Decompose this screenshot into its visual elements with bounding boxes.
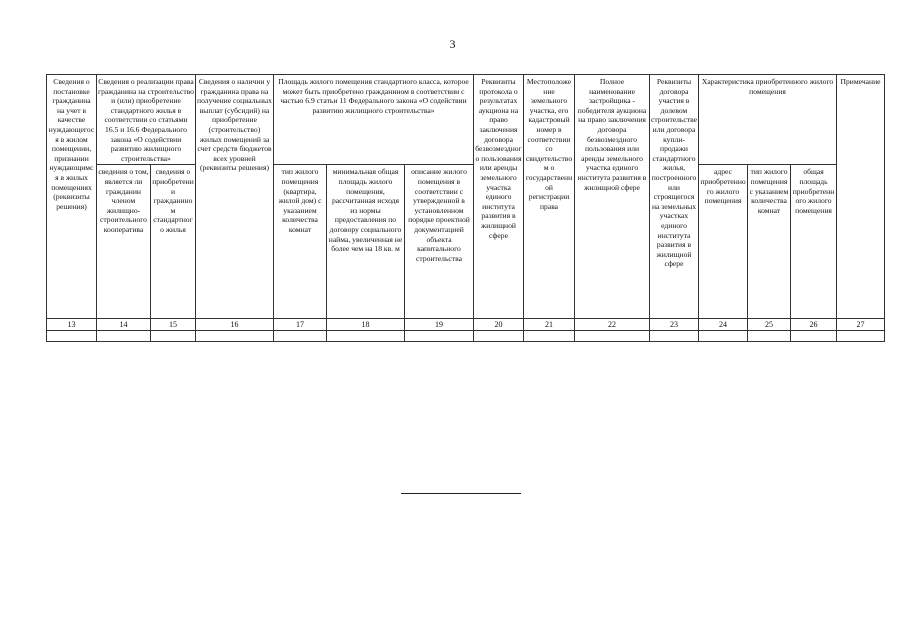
separator-line [401, 493, 521, 494]
register-table [46, 74, 885, 342]
header-col-16: Сведения о наличии у гражданина права на получение социальных выплат (субсидий) на приобретение (строительство) жилых помещений за счет средств бюджетов всех уровней (реквизиты решения) [196, 75, 274, 319]
header-col-24: адрес приобретенного жилого помещения [699, 165, 748, 319]
empty-cell [524, 331, 575, 342]
column-number: 17 [274, 319, 327, 331]
header-col-24-26: Характеристика приобретенного жилого помещения [699, 75, 837, 165]
empty-cell [405, 331, 474, 342]
header-col-25: тип жилого помещения с указанием количества комнат [748, 165, 791, 319]
header-col-15: сведения о приобретении гражданином стандартного жилья [151, 165, 196, 319]
empty-cell [699, 331, 748, 342]
column-number: 21 [524, 319, 575, 331]
header-col-19: описание жилого помещения в соответствии с утвержденной в установленном порядке проектной документацией объекта капитального строительства [405, 165, 474, 319]
header-col-14: сведения о том, является ли гражданин членом жилищно-строительного кооператива [97, 165, 151, 319]
column-number: 14 [97, 319, 151, 331]
empty-cell [748, 331, 791, 342]
header-row-1 [47, 75, 885, 165]
header-col-13: Сведения о постановке гражданина на учет в качестве нуждающегося в жилом помещении, признании нуждающимся в жилых помещениях (реквизиты решения) [47, 75, 97, 319]
header-col-27: Примечание [837, 75, 885, 319]
column-number: 27 [837, 319, 885, 331]
column-number: 23 [650, 319, 699, 331]
empty-cell [791, 331, 837, 342]
column-number: 22 [575, 319, 650, 331]
column-number: 25 [748, 319, 791, 331]
column-number: 18 [327, 319, 405, 331]
empty-cell [327, 331, 405, 342]
empty-cell [151, 331, 196, 342]
column-number: 13 [47, 319, 97, 331]
column-number: 26 [791, 319, 837, 331]
header-col-20: Реквизиты протокола о результатах аукциона на право заключения договора безвозмездного пользования или аренды земельного участка единого института развития в жилищной сфере [474, 75, 524, 319]
header-col-21: Местоположение земельного участка, его кадастровый номер в соответствии со свидетельством о государственной регистрации права [524, 75, 575, 319]
empty-cell [837, 331, 885, 342]
empty-cell [575, 331, 650, 342]
empty-cell [47, 331, 97, 342]
column-number: 16 [196, 319, 274, 331]
empty-cell [196, 331, 274, 342]
empty-cell [474, 331, 524, 342]
header-row-2 [47, 165, 885, 319]
empty-cell [97, 331, 151, 342]
column-number: 15 [151, 319, 196, 331]
column-number: 20 [474, 319, 524, 331]
column-number: 24 [699, 319, 748, 331]
empty-cell [650, 331, 699, 342]
page-number: 3 [449, 37, 456, 51]
header-col-22: Полное наименование застройщика - победителя аукциона на право заключения договора безвозмездного пользования или аренды земельного участка единого института развития в жилищной сфере [575, 75, 650, 319]
empty-cell [274, 331, 327, 342]
header-col-26: общая площадь приобретенного жилого помещения [791, 165, 837, 319]
header-col-17: тип жилого помещения (квартира, жилой дом) с указанием количества комнат [274, 165, 327, 319]
column-number: 19 [405, 319, 474, 331]
empty-data-row [47, 331, 885, 342]
header-col-23: Реквизиты договора участия в долевом строительстве или договора купли-продажи стандартного жилья, построенного или строящегося на земельных участках единого института развития в жилищной сфере [650, 75, 699, 319]
column-number-row [47, 319, 885, 331]
header-col-17-19: Площадь жилого помещения стандартного класса, которое может быть приобретено гражданином в соответствии с частью 6.9 статьи 11 Федерального закона «О содействии развитию жилищного строительства» [274, 75, 474, 165]
header-col-14-15: Сведения о реализации права гражданина на строительство и (или) приобретение стандартного жилья в соответствии со статьями 16.5 и 16.6 Федерального закона «О содействии развитию жилищного строительства» [97, 75, 196, 165]
header-col-18: минимальная общая площадь жилого помещения, рассчитанная исходя из нормы предоставления по договору социального найма, увеличенная не более чем на 18 кв. м [327, 165, 405, 319]
